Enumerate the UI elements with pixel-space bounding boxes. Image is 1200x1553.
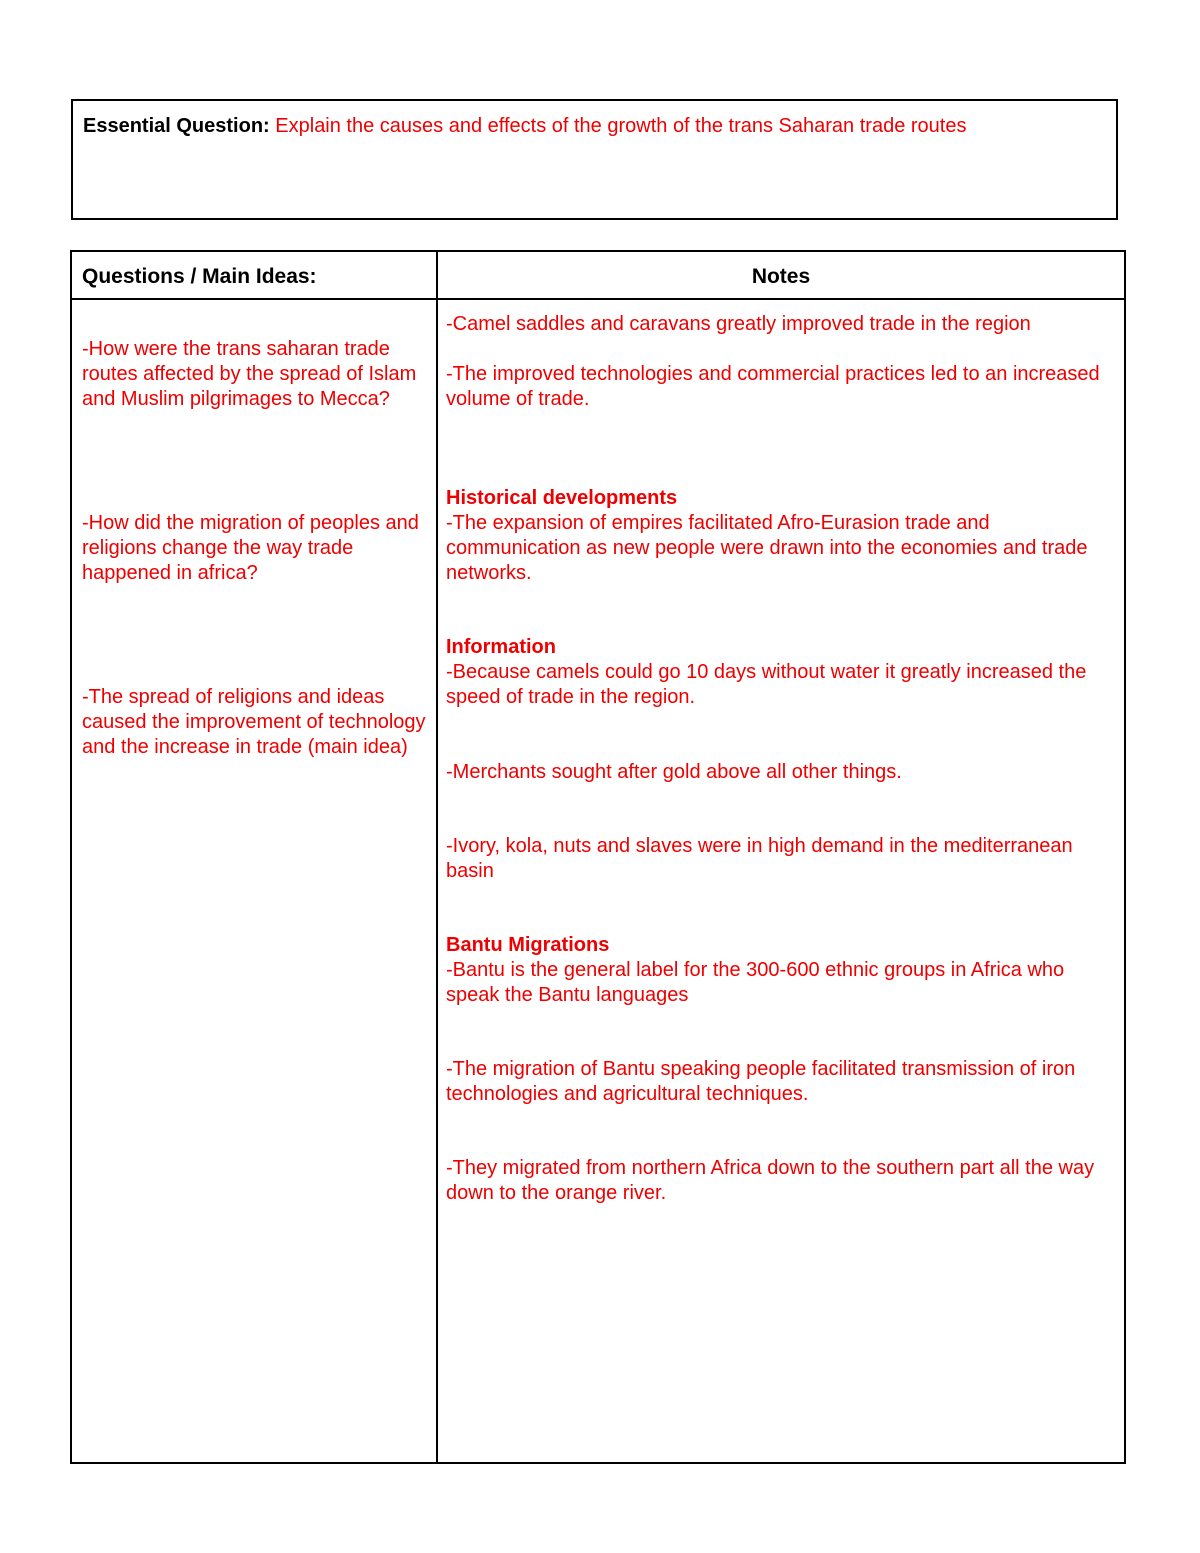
note-heading: Historical developments — [446, 487, 678, 509]
question-item: -How were the trans saharan trade routes affected by the spread of Islam and Muslim pilgrimages to Mecca? — [82, 338, 417, 410]
note-item — [446, 486, 1116, 586]
note-text: -Because camels could go 10 days without water it greatly increased the speed of trade in the region. — [446, 661, 1087, 708]
question-item: -The spread of religions and ideas caused the improvement of technology and the increase in trade (main idea) — [82, 686, 426, 758]
note-text: -Ivory, kola, nuts and slaves were in high demand in the mediterranean basin — [446, 835, 1073, 882]
note-item — [446, 1057, 1116, 1107]
essential-question-text: Explain the causes and effects of the growth of the trans Saharan trade routes — [275, 115, 967, 137]
essential-question-box — [71, 99, 1118, 220]
note-text: -Bantu is the general label for the 300-600 ethnic groups in Africa who speak the Bantu languages — [446, 959, 1065, 1006]
note-item — [446, 834, 1116, 884]
questions-header: Questions / Main Ideas: — [82, 265, 317, 288]
header-divider — [72, 298, 1124, 300]
note-item — [446, 635, 1116, 710]
note-item — [446, 1156, 1116, 1206]
cornell-notes-table — [70, 250, 1126, 1464]
note-text: -Merchants sought after gold above all other things. — [446, 761, 902, 783]
column-divider — [436, 252, 438, 1462]
note-text: -The improved technologies and commercial practices led to an increased volume of trade. — [446, 363, 1100, 410]
note-item — [446, 760, 1116, 785]
note-item — [446, 312, 1116, 337]
essential-question-label: Essential Question: — [83, 115, 270, 137]
note-heading: Information — [446, 636, 556, 658]
essential-question — [83, 113, 966, 139]
question-item: -How did the migration of peoples and religions change the way trade happened in africa? — [82, 512, 419, 584]
note-text: -Camel saddles and caravans greatly improved trade in the region — [446, 313, 1031, 335]
note-item — [446, 362, 1116, 412]
note-text: -The expansion of empires facilitated Afro-Eurasion trade and communication as new people were drawn into the economies and trade networks. — [446, 512, 1088, 584]
note-heading: Bantu Migrations — [446, 934, 610, 956]
note-text: -The migration of Bantu speaking people facilitated transmission of iron technologies and agricultural techniques. — [446, 1058, 1076, 1105]
notes-header: Notes — [751, 265, 811, 288]
note-text: -They migrated from northern Africa down to the southern part all the way down to the orange river. — [446, 1157, 1095, 1204]
note-item — [446, 933, 1116, 1008]
